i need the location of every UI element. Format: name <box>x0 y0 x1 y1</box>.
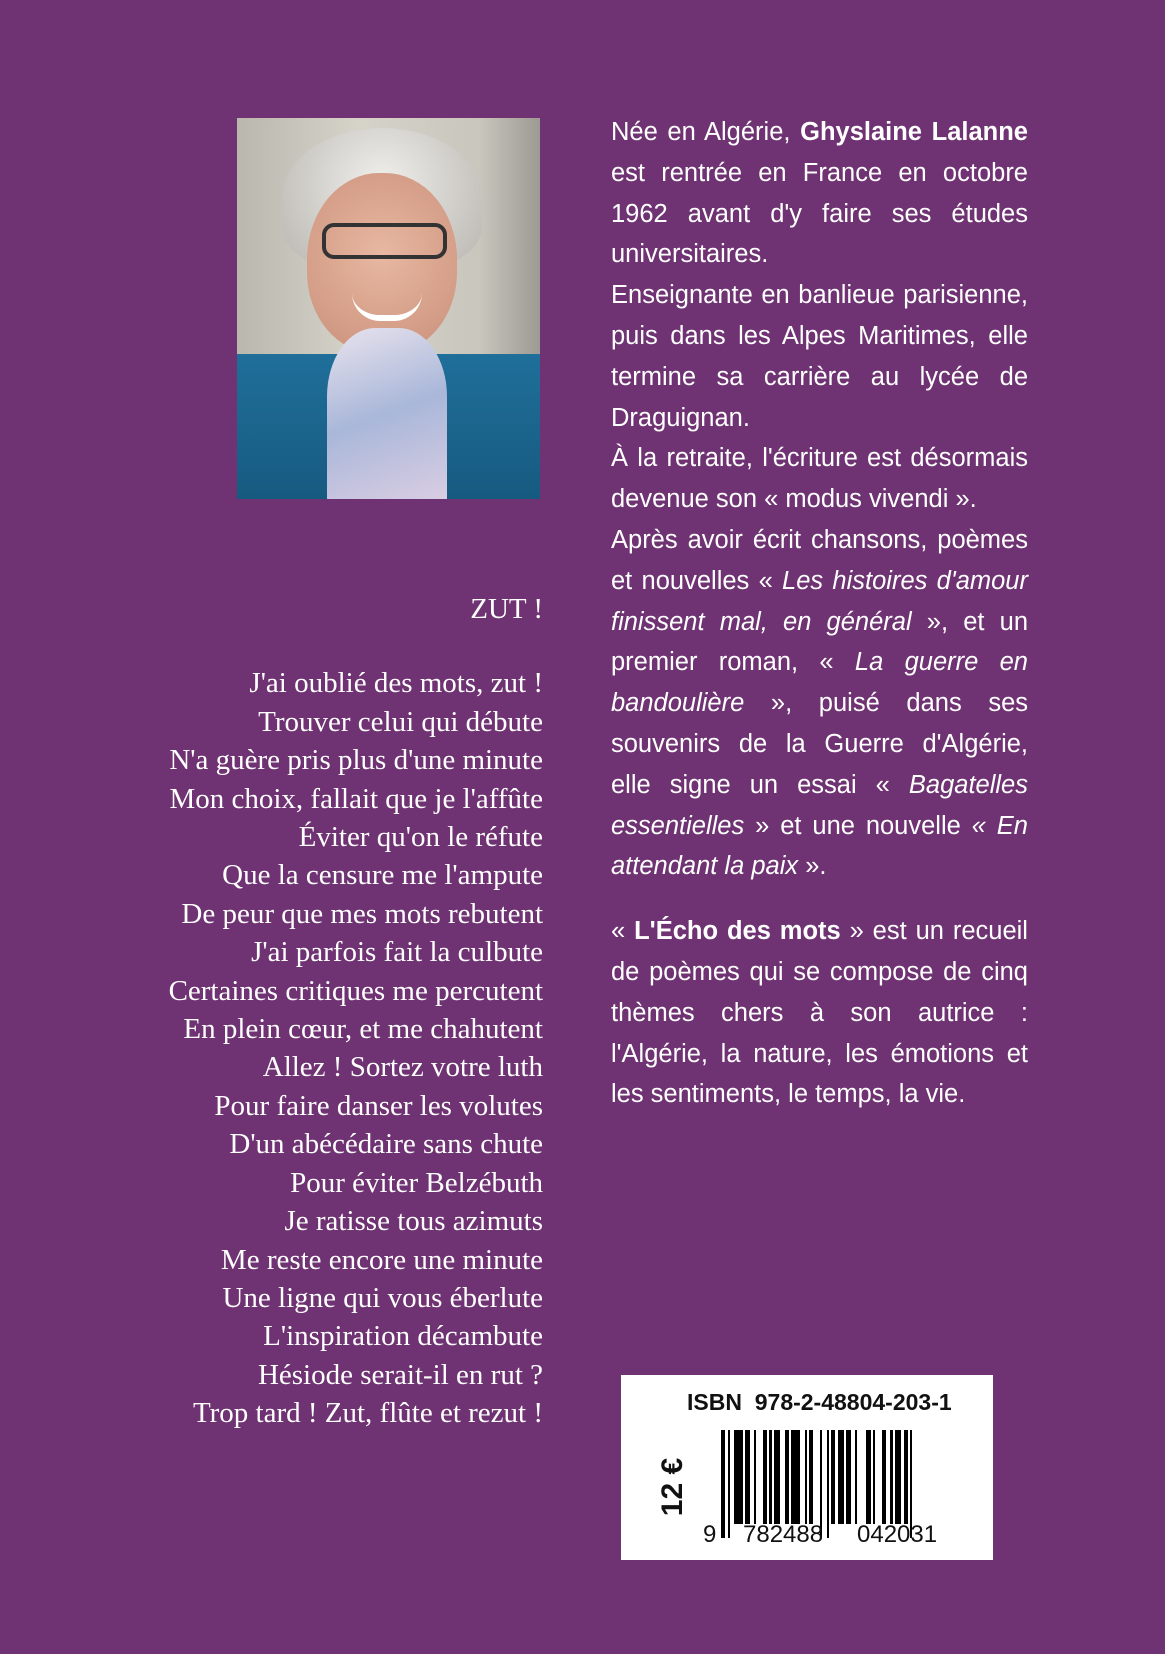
barcode-bar <box>855 1430 857 1524</box>
barcode-bar <box>895 1430 902 1524</box>
poem-line: D'un abécédaire sans chute <box>229 1128 543 1161</box>
barcode-bar <box>904 1430 908 1524</box>
isbn-label: ISBN 978-2-48804-203-1 <box>687 1389 952 1415</box>
barcode-bar <box>785 1430 789 1524</box>
isbn-barcode-box <box>621 1375 993 1560</box>
barcode-bar <box>809 1430 813 1524</box>
poem-line: Trouver celui qui débute <box>258 705 543 738</box>
bio-paragraph: Enseignante en banlieue parisienne, puis dans les Alpes Maritimes, elle termine sa carrière au lycée de Draguignan. <box>611 281 1028 432</box>
poem-line: Pour faire danser les volutes <box>214 1089 543 1122</box>
barcode-bar <box>754 1430 756 1524</box>
author-name: Ghyslaine Lalanne <box>800 118 1028 146</box>
bio-text: Née en Algérie, <box>611 118 801 146</box>
poem-line: J'ai parfois fait la culbute <box>251 936 543 969</box>
poem-line: Allez ! Sortez votre luth <box>262 1051 543 1084</box>
work-title: Les histoires d'amour finissent mal, en général <box>611 566 1028 636</box>
poem-line: Trop tard ! Zut, flûte et rezut ! <box>192 1397 543 1430</box>
barcode-bar <box>728 1430 730 1538</box>
barcode-bar <box>831 1430 835 1524</box>
bio-paragraph <box>611 520 1028 887</box>
photo-glasses <box>322 223 447 259</box>
barcode-bar <box>866 1430 870 1524</box>
bio-text: « <box>611 917 635 946</box>
poem-line: Une ligne qui vous éberlute <box>222 1281 543 1314</box>
book-description <box>611 911 1028 1115</box>
bio-text: » est un recueil de poèmes qui se compose de cinq thèmes chers à son autrice : l'Algérie, la nature, les émotions et les sentiments, le temps, la vie. <box>611 917 1028 1109</box>
barcode-digit-first: 9 <box>703 1521 717 1548</box>
poem-line: Hésiode serait-il en rut ? <box>257 1358 543 1391</box>
bio-text: », puisé dans ses souvenirs de la Guerre d'Algérie, elle signe un essai « <box>611 689 1028 799</box>
bio-text: », et un premier roman, « <box>611 607 1028 677</box>
poem-title: ZUT ! <box>470 593 543 625</box>
poem-line: J'ai oublié des mots, zut ! <box>249 667 543 700</box>
work-title: La guerre en bandoulière <box>611 648 1028 718</box>
poem-line: Je ratisse tous azimuts <box>284 1205 543 1238</box>
barcode-bar <box>890 1430 892 1524</box>
work-title: Bagatelles essentielles <box>611 770 1028 840</box>
author-photo <box>237 118 540 499</box>
price-label: 12 € <box>656 1457 689 1517</box>
book-title: L'Écho des mots <box>634 917 841 946</box>
poem-line: Pour éviter Belzébuth <box>290 1166 543 1199</box>
barcode-bar <box>734 1430 743 1524</box>
barcode-bar <box>774 1430 781 1524</box>
barcode-bar <box>846 1430 850 1524</box>
barcode-bar <box>873 1430 875 1524</box>
barcode-digits-left: 782488 <box>743 1521 824 1548</box>
barcode-bar <box>805 1430 807 1524</box>
bio-text: » et une nouvelle <box>744 811 972 840</box>
poem-line: Certaines critiques me percutent <box>168 974 543 1007</box>
barcode-bar <box>769 1430 771 1524</box>
bio-text: ». <box>798 852 827 881</box>
bio-paragraph <box>611 112 1028 275</box>
work-title: « En attendant la paix <box>611 811 1028 881</box>
photo-face <box>307 173 457 353</box>
bio-paragraph: À la retraite, l'écriture est désormais devenue son « modus vivendi ». <box>611 444 1028 514</box>
author-bio <box>611 112 1028 1115</box>
barcode-digits-right: 042031 <box>857 1521 938 1548</box>
poem <box>60 590 543 1433</box>
bio-text: est rentrée en France en octobre 1962 avant d'y faire ses études universitaires. <box>611 158 1028 269</box>
barcode-bar <box>827 1430 829 1538</box>
photo-scarf <box>327 328 447 499</box>
poem-line: N'a guère pris plus d'une minute <box>169 744 543 777</box>
barcode-bar <box>745 1430 749 1524</box>
poem-line: Me reste encore une minute <box>220 1243 543 1276</box>
poem-line: L'inspiration décambute <box>263 1320 543 1353</box>
barcode-bar <box>838 1430 845 1524</box>
poem-line: De peur que mes mots rebutent <box>181 897 543 930</box>
barcode-bar <box>882 1430 886 1524</box>
poem-line: En plein cœur, et me chahutent <box>183 1013 543 1046</box>
barcode-bar <box>791 1430 800 1524</box>
poem-line: Mon choix, fallait que je l'affûte <box>169 782 543 815</box>
barcode-bar <box>763 1430 767 1524</box>
poem-lines <box>60 664 543 1432</box>
poem-line: Que la censure me l'ampute <box>222 859 543 892</box>
bio-text: Après avoir écrit chansons, poèmes et nouvelles « <box>611 525 1028 595</box>
poem-line: Éviter qu'on le réfute <box>298 821 543 854</box>
barcode-bar <box>721 1430 725 1538</box>
